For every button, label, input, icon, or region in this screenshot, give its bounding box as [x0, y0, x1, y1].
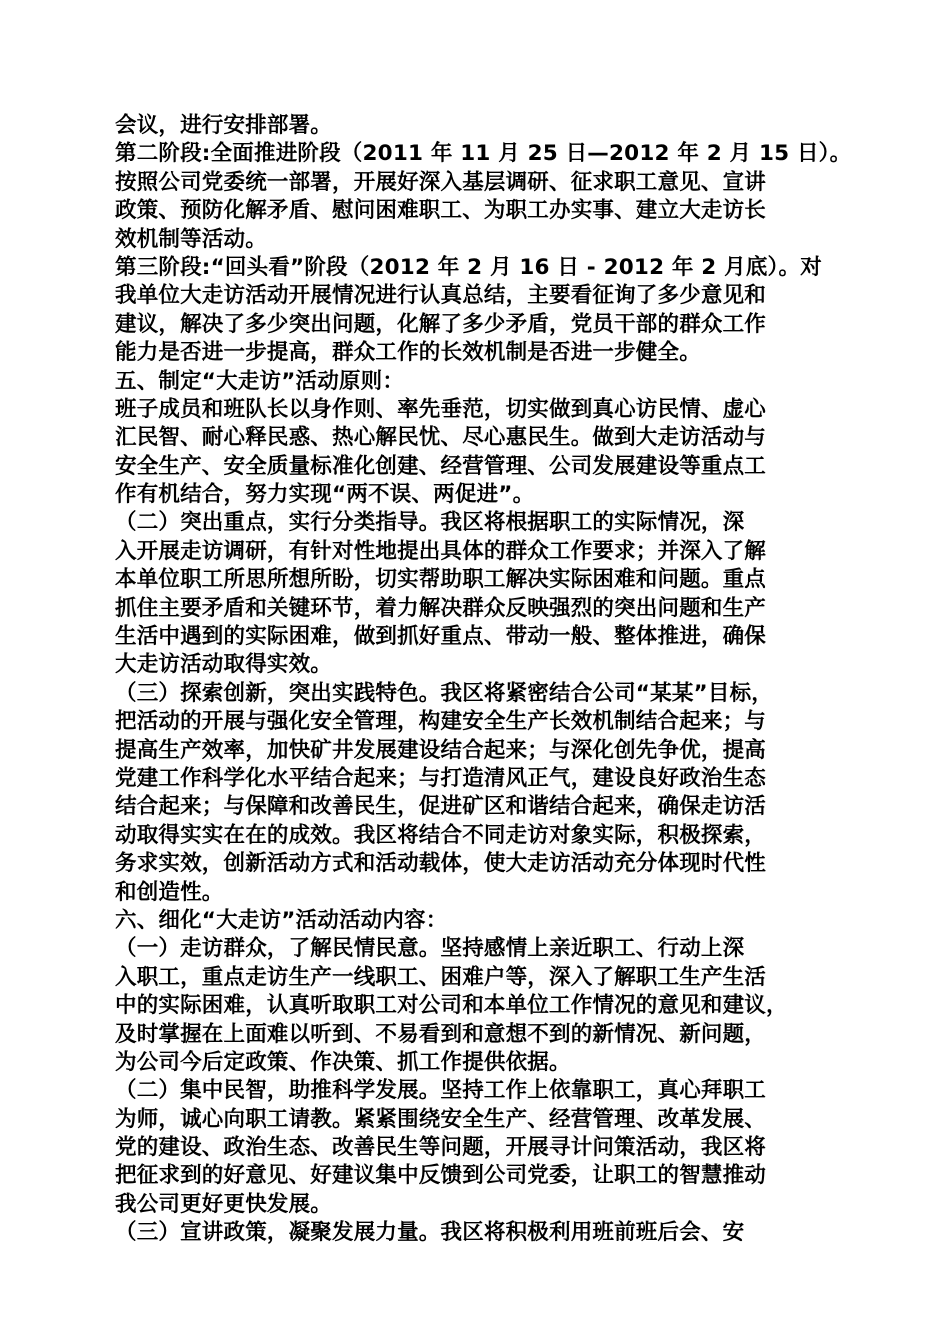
- text-line: 为师，诚心向职工请教。紧紧围绕安全生产、经营管理、改革发展、: [115, 1106, 767, 1132]
- text-line: 为公司今后定政策、作决策、抓工作提供依据。: [115, 1049, 571, 1075]
- text-line: 能力是否进一步提高，群众工作的长效机制是否进一步健全。: [115, 340, 701, 366]
- text-line: 结合起来；与保障和改善民生，促进矿区和谐结合起来，确保走访活: [115, 794, 767, 820]
- text-line: 本单位职工所思所想所盼，切实帮助职工解决实际困难和问题。重点: [115, 567, 767, 593]
- text-line: 我单位大走访活动开展情况进行认真总结，主要看征询了多少意见和: [115, 283, 767, 309]
- text-line: 会议，进行安排部署。: [115, 113, 333, 138]
- text-line: 按照公司党委统一部署，开展好深入基层调研、征求职工意见、宣讲: [115, 169, 767, 195]
- text-line: 入职工，重点走访生产一线职工、困难户等，深入了解职工生产生活: [115, 964, 767, 990]
- text-line: （二）突出重点，实行分类指导。我区将根据职工的实际情况，深: [115, 510, 745, 536]
- text-line: 提高生产效率，加快矿井发展建设结合起来；与深化创先争优，提高: [115, 737, 767, 763]
- text-line: 五、制定“大走访”活动原则：: [115, 368, 405, 394]
- text-line: 班子成员和班队长以身作则、率先垂范，切实做到真心访民情、虚心: [115, 396, 767, 422]
- text-line: 入开展走访调研，有针对性地提出具体的群众工作要求；并深入了解: [115, 538, 767, 564]
- text-line: 生活中遇到的实际困难，做到抓好重点、带动一般、整体推进，确保: [115, 624, 767, 650]
- text-line: 政策、预防化解矛盾、慰问困难职工、为职工办实事、建立大走访长: [115, 198, 767, 224]
- text-line: 效机制等活动。: [115, 226, 267, 252]
- text-line: （三）宣讲政策，凝聚发展力量。我区将积极利用班前班后会、安: [115, 1220, 745, 1246]
- text-line: （一）走访群众，了解民情民意。坚持感情上亲近职工、行动上深: [115, 936, 745, 962]
- text-line: 六、细化“大走访”活动活动内容：: [115, 907, 448, 933]
- document-body: [115, 112, 852, 1248]
- text-line: 大走访活动取得实效。: [115, 652, 333, 678]
- text-line: （三）探索创新，突出实践特色。我区将紧密结合公司“某某”目标，: [115, 680, 773, 706]
- text-line: 抓住主要矛盾和关键环节，着力解决群众反映强烈的突出问题和生产: [115, 595, 767, 621]
- text-line: 安全生产、安全质量标准化创建、经营管理、公司发展建设等重点工: [115, 453, 767, 479]
- text-line: 及时掌握在上面难以听到、不易看到和意想不到的新情况、新问题，: [115, 1021, 767, 1047]
- text-line: 作有机结合，努力实现“两不误、两促进”。: [115, 482, 535, 508]
- text-line: 第二阶段:全面推进阶段（2011 年 11 月 25 日—2012 年 2 月 15 日）。: [115, 141, 852, 167]
- text-line: 汇民智、耐心释民惑、热心解民忧、尽心惠民生。做到大走访活动与: [115, 425, 767, 451]
- text-line: 党的建设、政治生态、改善民生等问题，开展寻计问策活动，我区将: [115, 1135, 767, 1161]
- text-line: 我公司更好更快发展。: [115, 1191, 333, 1217]
- text-line: 把活动的开展与强化安全管理，构建安全生产长效机制结合起来；与: [115, 709, 767, 735]
- text-line: 第三阶段:“回头看”阶段（2012 年 2 月 16 日 - 2012 年 2 月底）。对: [115, 254, 822, 280]
- text-line: 中的实际困难，认真听取职工对公司和本单位工作情况的意见和建议，: [115, 993, 788, 1019]
- text-line: 务求实效，创新活动方式和活动载体，使大走访活动充分体现时代性: [115, 851, 767, 877]
- text-line: 建议，解决了多少突出问题，化解了多少矛盾，党员干部的群众工作: [115, 311, 767, 337]
- text-line: （二）集中民智，助推科学发展。坚持工作上依靠职工，真心拜职工: [115, 1078, 767, 1104]
- text-line: 党建工作科学化水平结合起来；与打造清风正气，建设良好政治生态: [115, 765, 767, 791]
- text-line: 和创造性。: [115, 879, 224, 905]
- text-line: 动取得实实在在的成效。我区将结合不同走访对象实际，积极探索，: [115, 822, 767, 848]
- text-line: 把征求到的好意见、好建议集中反馈到公司党委，让职工的智慧推动: [115, 1163, 767, 1189]
